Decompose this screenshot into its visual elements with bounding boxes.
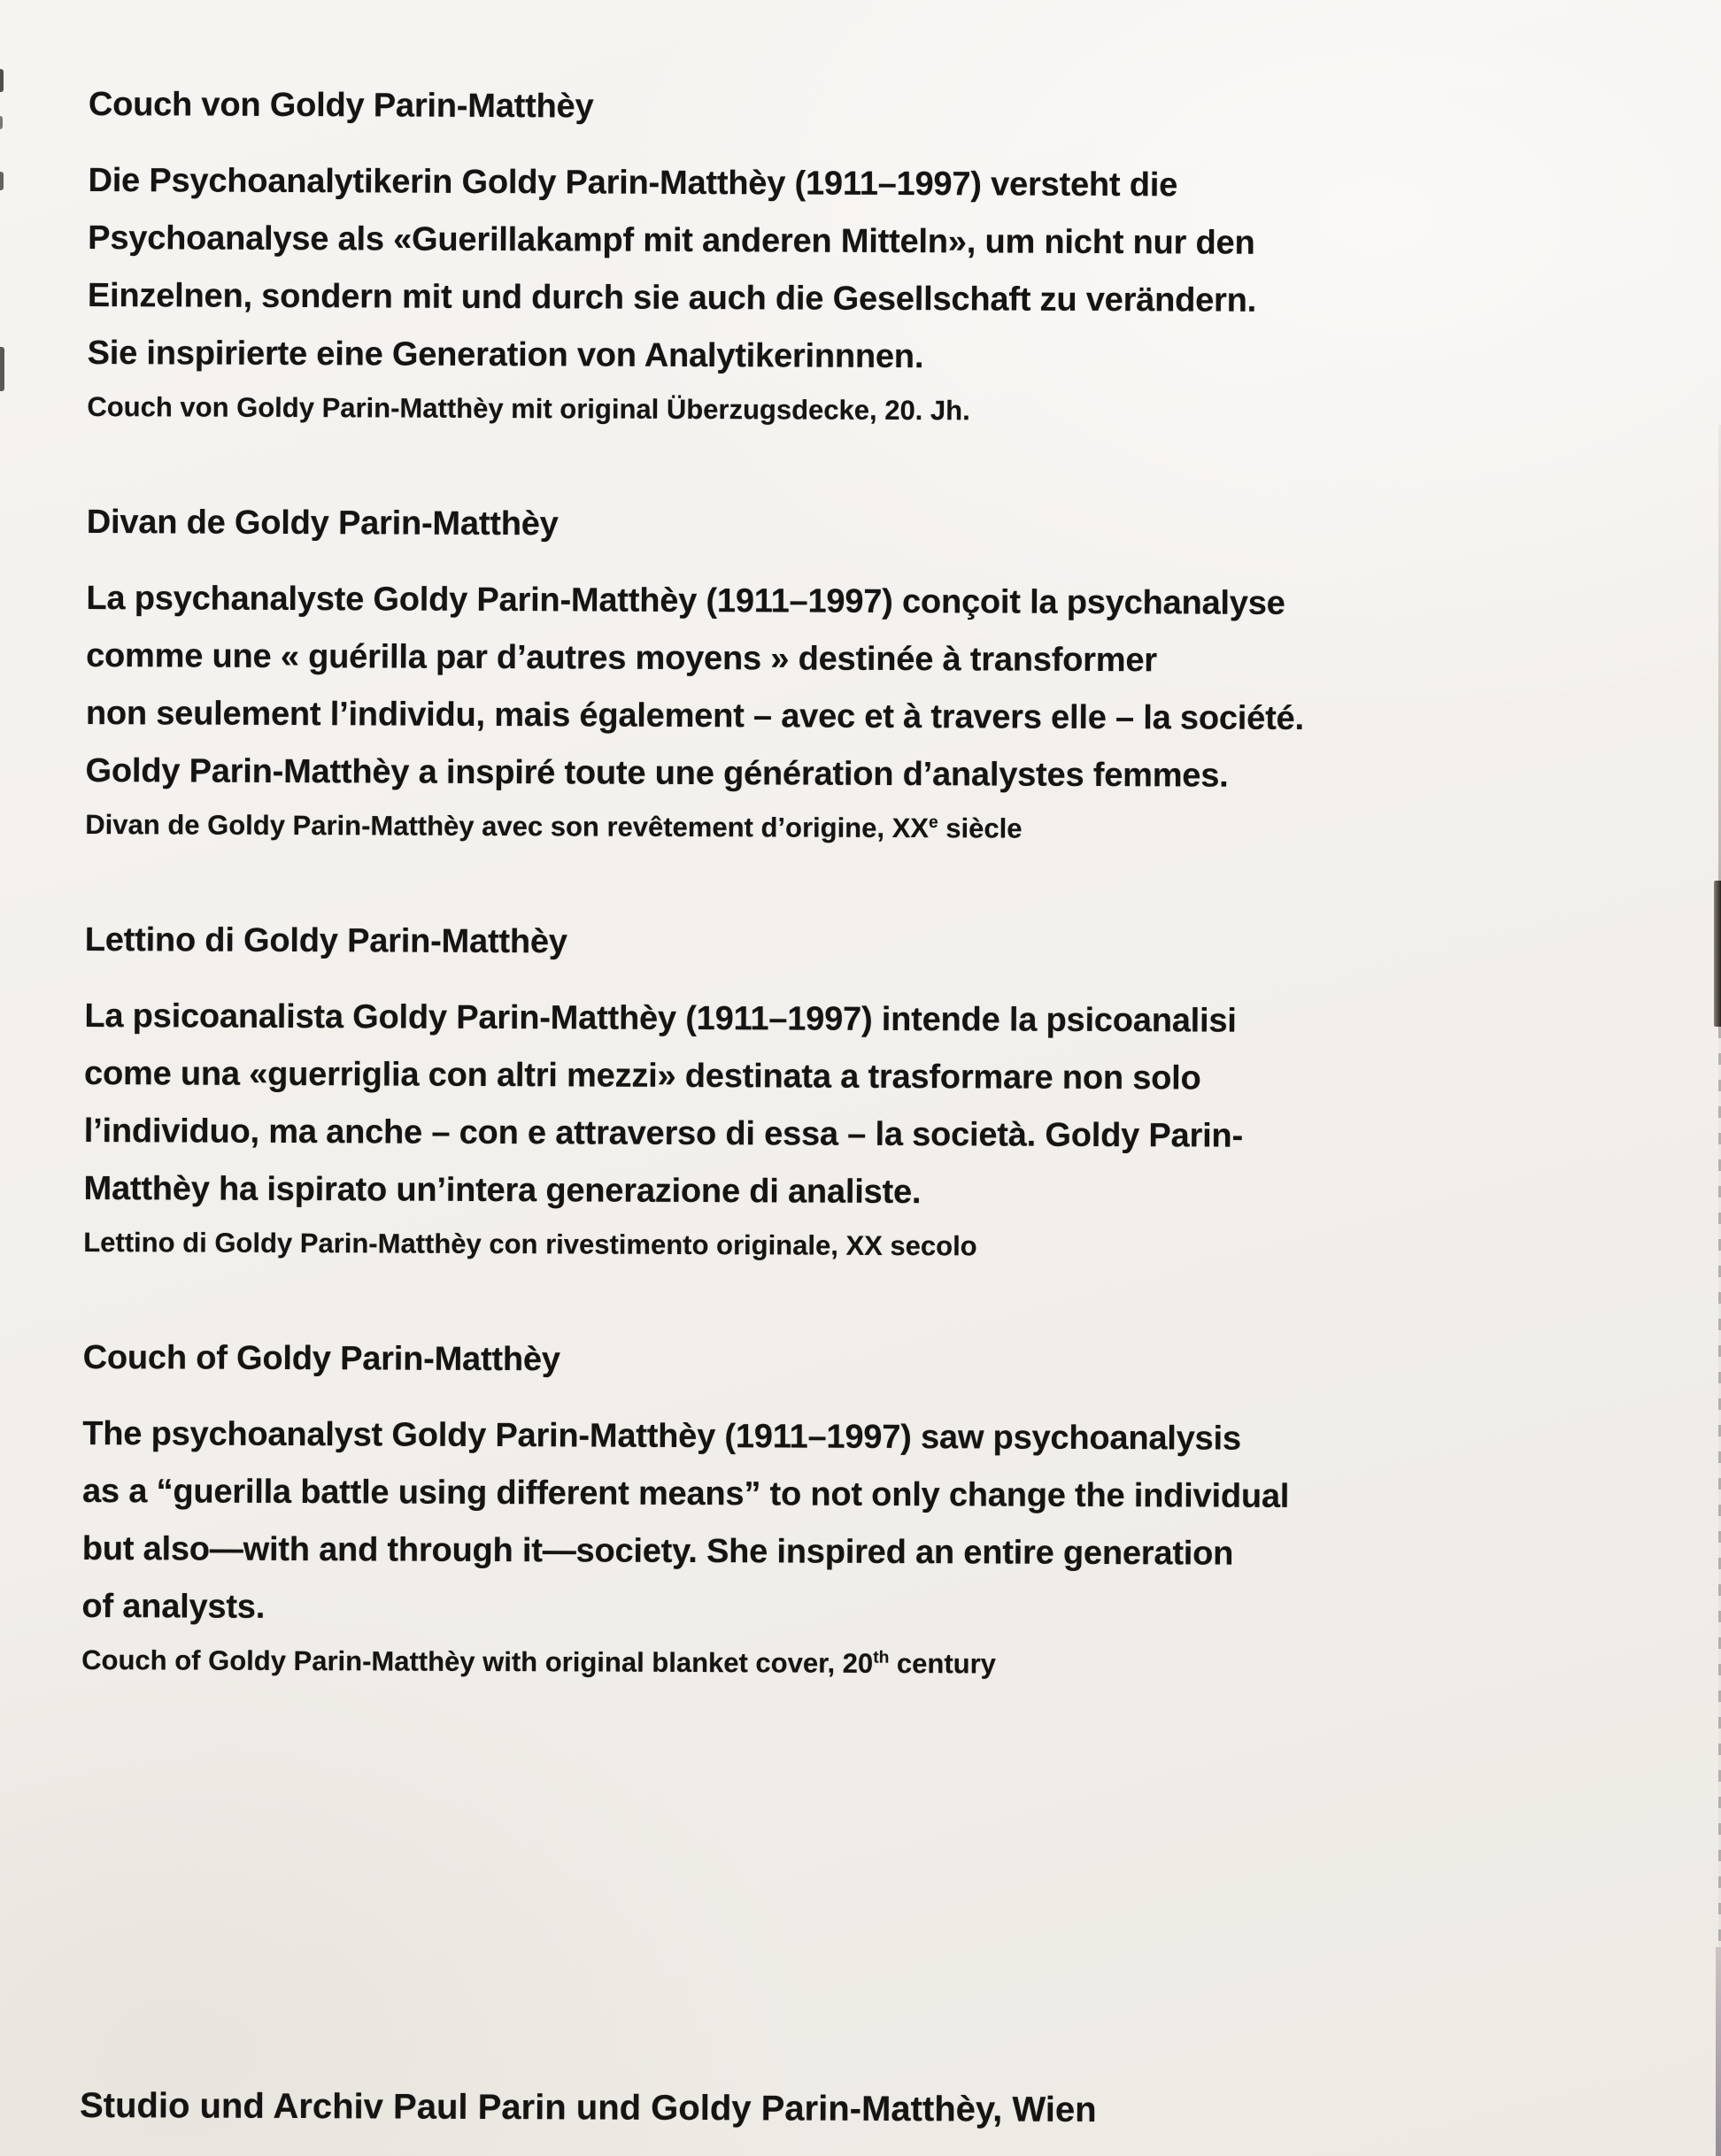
photo-edge-artifact-left-2 — [0, 116, 3, 129]
section-heading-italian: Lettino di Goldy Parin-Matthèy — [84, 920, 567, 961]
section-heading-english: Couch of Goldy Parin-Matthèy — [82, 1338, 560, 1379]
section-italian — [83, 917, 1679, 1267]
section-english — [81, 1335, 1677, 1685]
credit-line: Studio und Archiv Paul Parin und Goldy Parin-Matthèy, Wien — [79, 2085, 1097, 2129]
photo-edge-artifact-left-1 — [0, 69, 4, 92]
caption-text: Divan de Goldy Parin-Matthèy avec son revêtement d’origine, XX — [85, 808, 930, 844]
caption-text: Couch von Goldy Parin-Matthèy mit original Überzugsdecke, 20. Jh. — [87, 390, 970, 427]
photo-edge-artifact-left-4 — [0, 347, 4, 391]
caption-text-tail: siècle — [938, 812, 1023, 844]
caption-text: Couch of Goldy Parin-Matthèy with original blanket cover, 20 — [81, 1644, 874, 1679]
photo-edge-artifact-left-3 — [0, 172, 4, 190]
section-heading-french: Divan de Goldy Parin-Matthèy — [86, 503, 559, 543]
section-body-german: Die Psychoanalytikerin Goldy Parin-Matthèy (1911–1997) versteht die Psychoanalyse als «Guerillakampf mit anderen Mitteln», um nicht nur den Einzelnen, sondern mit und durch sie auch die Gesellschaft zu verändern. Sie inspirierte eine Generation von Analytikerinnnen. — [87, 161, 1257, 376]
caption-text-tail: century — [889, 1647, 997, 1680]
section-caption-german — [87, 389, 1680, 432]
section-heading-german: Couch von Goldy Parin-Matthèy — [88, 85, 594, 126]
section-body-english: The psychoanalyst Goldy Parin-Matthèy (1911–1997) saw psychoanalysis as a “guerilla battle using different means” to not only change the individual but also—with and through it—society. She inspired an entire generation of analysts. — [81, 1414, 1290, 1626]
section-french — [85, 499, 1680, 850]
caption-superscript: e — [928, 812, 938, 832]
section-caption-english — [81, 1643, 1675, 1685]
section-caption-french — [85, 807, 1679, 850]
section-body-french: La psychanalyste Goldy Parin-Matthèy (1911–1997) conçoit la psychanalyse comme une « guérilla par d’autres moyens » destinée à transformer non seulement l’individu, mais également – avec et à travers elle – la société. Goldy Parin-Matthèy a inspiré toute une génération d’analystes femmes. — [85, 579, 1304, 795]
section-body-italian: La psicoanalista Goldy Parin-Matthèy (1911–1997) intende la psicoanalisi come una «guerriglia con altri mezzi» destinata a trasformare non solo l’individuo, ma anche – con e attraverso di essa – la società. Goldy Parin- Matthèy ha ispirato un’intera generazione di analiste. — [83, 997, 1244, 1212]
photo-edge-artifact-right-mottle — [1716, 1947, 1721, 2156]
section-caption-italian — [83, 1225, 1677, 1267]
label-content — [80, 81, 1682, 2151]
caption-text: Lettino di Goldy Parin-Matthèy con rivestimento originale, XX secolo — [83, 1226, 977, 1262]
caption-superscript: th — [873, 1648, 890, 1667]
section-german — [87, 81, 1682, 432]
photo-edge-artifact-right-bar — [1714, 881, 1721, 1027]
